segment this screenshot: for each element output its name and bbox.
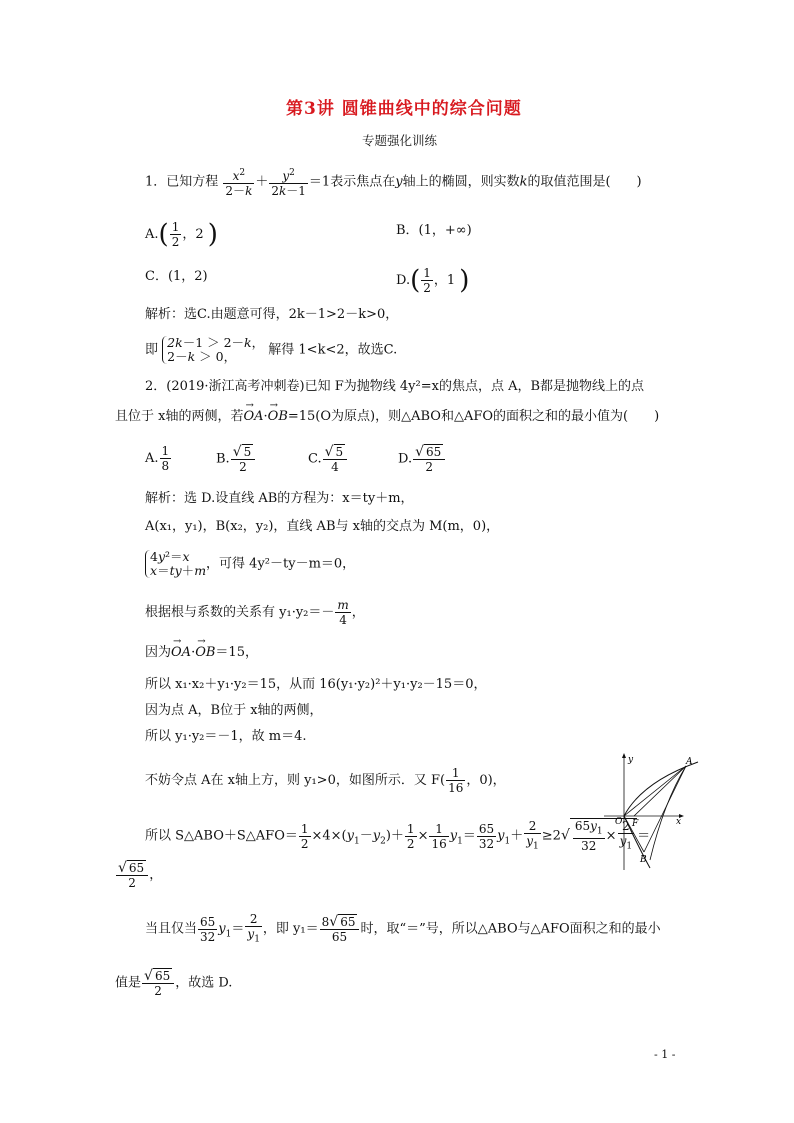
q1-stem-part: 1．已知方程 bbox=[145, 174, 219, 190]
q1-stem-part: 的取值范围是( ) bbox=[527, 174, 642, 190]
q1-stem-part: 表示焦点在 bbox=[330, 174, 396, 190]
solution-text: ，0)， bbox=[466, 773, 506, 788]
solution-text: ，即 y₁＝ bbox=[262, 921, 319, 937]
solution-text: 所以 S△ABO＋S△AFO＝ bbox=[145, 828, 298, 844]
option-label: D. bbox=[396, 273, 411, 288]
q1-option-c: C．(1，2) bbox=[145, 269, 208, 284]
label-a: A bbox=[686, 757, 693, 767]
solution-text: 值是 bbox=[115, 975, 142, 991]
solution-text: 当且仅当 bbox=[145, 921, 198, 937]
q2-option-c: C. $\frac{√ 5}{4}$ bbox=[308, 444, 348, 474]
q2-solution-line-8: 所以 y₁·y₂＝－1，故 m＝4. bbox=[145, 729, 307, 744]
q2-option-b: B. $\frac{√ 5}{2}$ bbox=[216, 444, 256, 474]
page-subtitle: 专题强化训练 bbox=[362, 133, 438, 148]
label-y: y bbox=[628, 755, 634, 765]
stem-text: =15(O为原点)，则△ABO和△AFO的面积之和的最小值为( ) bbox=[287, 409, 660, 424]
segment-ab bbox=[644, 766, 686, 852]
parabola-figure bbox=[602, 752, 702, 872]
solution-text: 即 bbox=[145, 342, 159, 358]
solution-text: 根据根与系数的关系有 y₁·y₂＝－ bbox=[145, 605, 335, 620]
inequality-system: 2k－1 ＞ 2－k， 2－k ＞ 0， bbox=[162, 336, 264, 364]
solution-text: 时，取“＝”号，所以△ABO与△AFO面积之和的最小 bbox=[360, 921, 661, 937]
option-label: B. bbox=[216, 451, 230, 467]
q2-solution-line-1: 解析：选 D.设直线 AB的方程为：x＝ty＋m， bbox=[145, 491, 414, 506]
q2-solution-line-12: 当且仅当 $\frac{65}{32}$ $y_1=$ $\frac{2}{y_1}$ ，即 y₁＝ $\frac{8√ 65}{65}$ 时，取“＝”号，所以△ABO与△AFO面积之和的最小 bbox=[145, 912, 661, 945]
q2-solution-line-4: 根据根与系数的关系有 y₁·y₂＝－ $\frac{m}{4}$ ， bbox=[145, 598, 365, 627]
page-title: 第3讲 圆锥曲线中的综合问题 bbox=[286, 99, 522, 119]
q2-option-a: A. $\frac{1}{8}$ bbox=[145, 444, 170, 473]
q1-solution-line-2 bbox=[145, 336, 397, 364]
q2-solution-line-10: 所以 S△ABO＋S△AFO＝ $\frac{1}{2}$ $\times 4\times(y_1-y_2)+$ $\frac{1}{2}$ × $\frac{1}{16}$ $y_1=$ $\frac{65}{32}$ $y_1+$ $\frac{2}{y_1}$ ≥2√ $\frac{65y_1}{32}$ × $\frac{2}{y_1}$ ＝ bbox=[145, 819, 651, 854]
equation-system: 4y²＝x x＝ty＋m bbox=[145, 550, 206, 578]
q1-stem: 1．已知方程 $\frac{x^2}{2-k}$ ＋ $\frac{y^2}{2k-1}$ ＝1表示焦点在y轴上的椭圆，则实数k的取值范围是( ) bbox=[145, 168, 642, 198]
label-x: x bbox=[676, 817, 682, 827]
solution-text: 不妨令点 A在 x轴上方，则 y₁>0，如图所示．又 F( bbox=[145, 773, 446, 788]
q1-stem-part: 轴上的椭圆，则实数 bbox=[402, 174, 520, 190]
solution-text: ，可得 4y²－ty－m＝0， bbox=[206, 556, 356, 572]
q2-solution-line-6: 所以 x₁·x₂＋y₁·y₂＝15，从而 16(y₁·y₂)²＋y₁·y₂－15＝0， bbox=[145, 677, 487, 692]
solution-text: ＝15， bbox=[215, 645, 258, 660]
q1-option-b: B．(1，+∞) bbox=[396, 223, 472, 238]
q2-stem-line-1: 2．(2019·浙江高考冲刺卷)已知 F为抛物线 4y²=x的焦点，点 A，B都是抛物线上的点 bbox=[145, 379, 645, 394]
page-number: - 1 - bbox=[654, 1048, 676, 1061]
label-o: O bbox=[615, 817, 623, 827]
q1-option-d: D.( $\frac{1}{2}$ ，1 ) bbox=[396, 265, 470, 296]
q2-solution-line-5: 因为→ OA·→ OB＝15， bbox=[145, 644, 258, 662]
q2-solution-line-13: 值是 $\frac{√ 65}{2}$ ，故选 D. bbox=[115, 968, 233, 998]
q2-solution-line-9: 不妨令点 A在 x轴上方，则 y₁>0，如图所示．又 F( $\frac{1}{16}$ ，0)， bbox=[145, 766, 506, 795]
q1-option-a: A.( $\frac{1}{2}$ ，2 ) bbox=[145, 219, 218, 250]
q2-stem-line-2: 且位于 x轴的两侧，若→ OA·→ OB=15(O为原点)，则△ABO和△AFO的面积之和的最小值为( ) bbox=[115, 408, 659, 426]
option-label: A. bbox=[145, 227, 159, 242]
label-b: B bbox=[640, 855, 647, 865]
q2-solution-line-2: A(x₁，y₁)，B(x₂，y₂)，直线 AB与 x轴的交点为 M(m，0)， bbox=[145, 519, 500, 534]
option-label: A. bbox=[145, 451, 159, 466]
segment-oa bbox=[624, 766, 686, 816]
option-label: C. bbox=[308, 451, 322, 467]
solution-text: 解得 1<k<2，故选C. bbox=[268, 342, 398, 358]
q2-solution-line-7: 因为点 A，B位于 x轴的两侧， bbox=[145, 703, 323, 718]
q2-option-d: D. $\frac{√ 65}{2}$ bbox=[398, 444, 446, 474]
y-axis-arrow bbox=[622, 753, 626, 758]
q2-solution-line-3 bbox=[145, 550, 355, 578]
q2-solution-line-11: $\frac{√ 65}{2}$ ， bbox=[118, 860, 163, 890]
stem-text: 且位于 x轴的两侧，若 bbox=[115, 409, 244, 424]
solution-text: ，故选 D. bbox=[175, 975, 233, 991]
option-label: D. bbox=[398, 451, 413, 467]
q1-solution-line-1: 解析：选C.由题意可得，2k－1>2－k>0， bbox=[145, 307, 399, 322]
segment-fa bbox=[634, 766, 686, 816]
label-f: F bbox=[632, 819, 639, 829]
solution-text: 因为 bbox=[145, 645, 172, 660]
